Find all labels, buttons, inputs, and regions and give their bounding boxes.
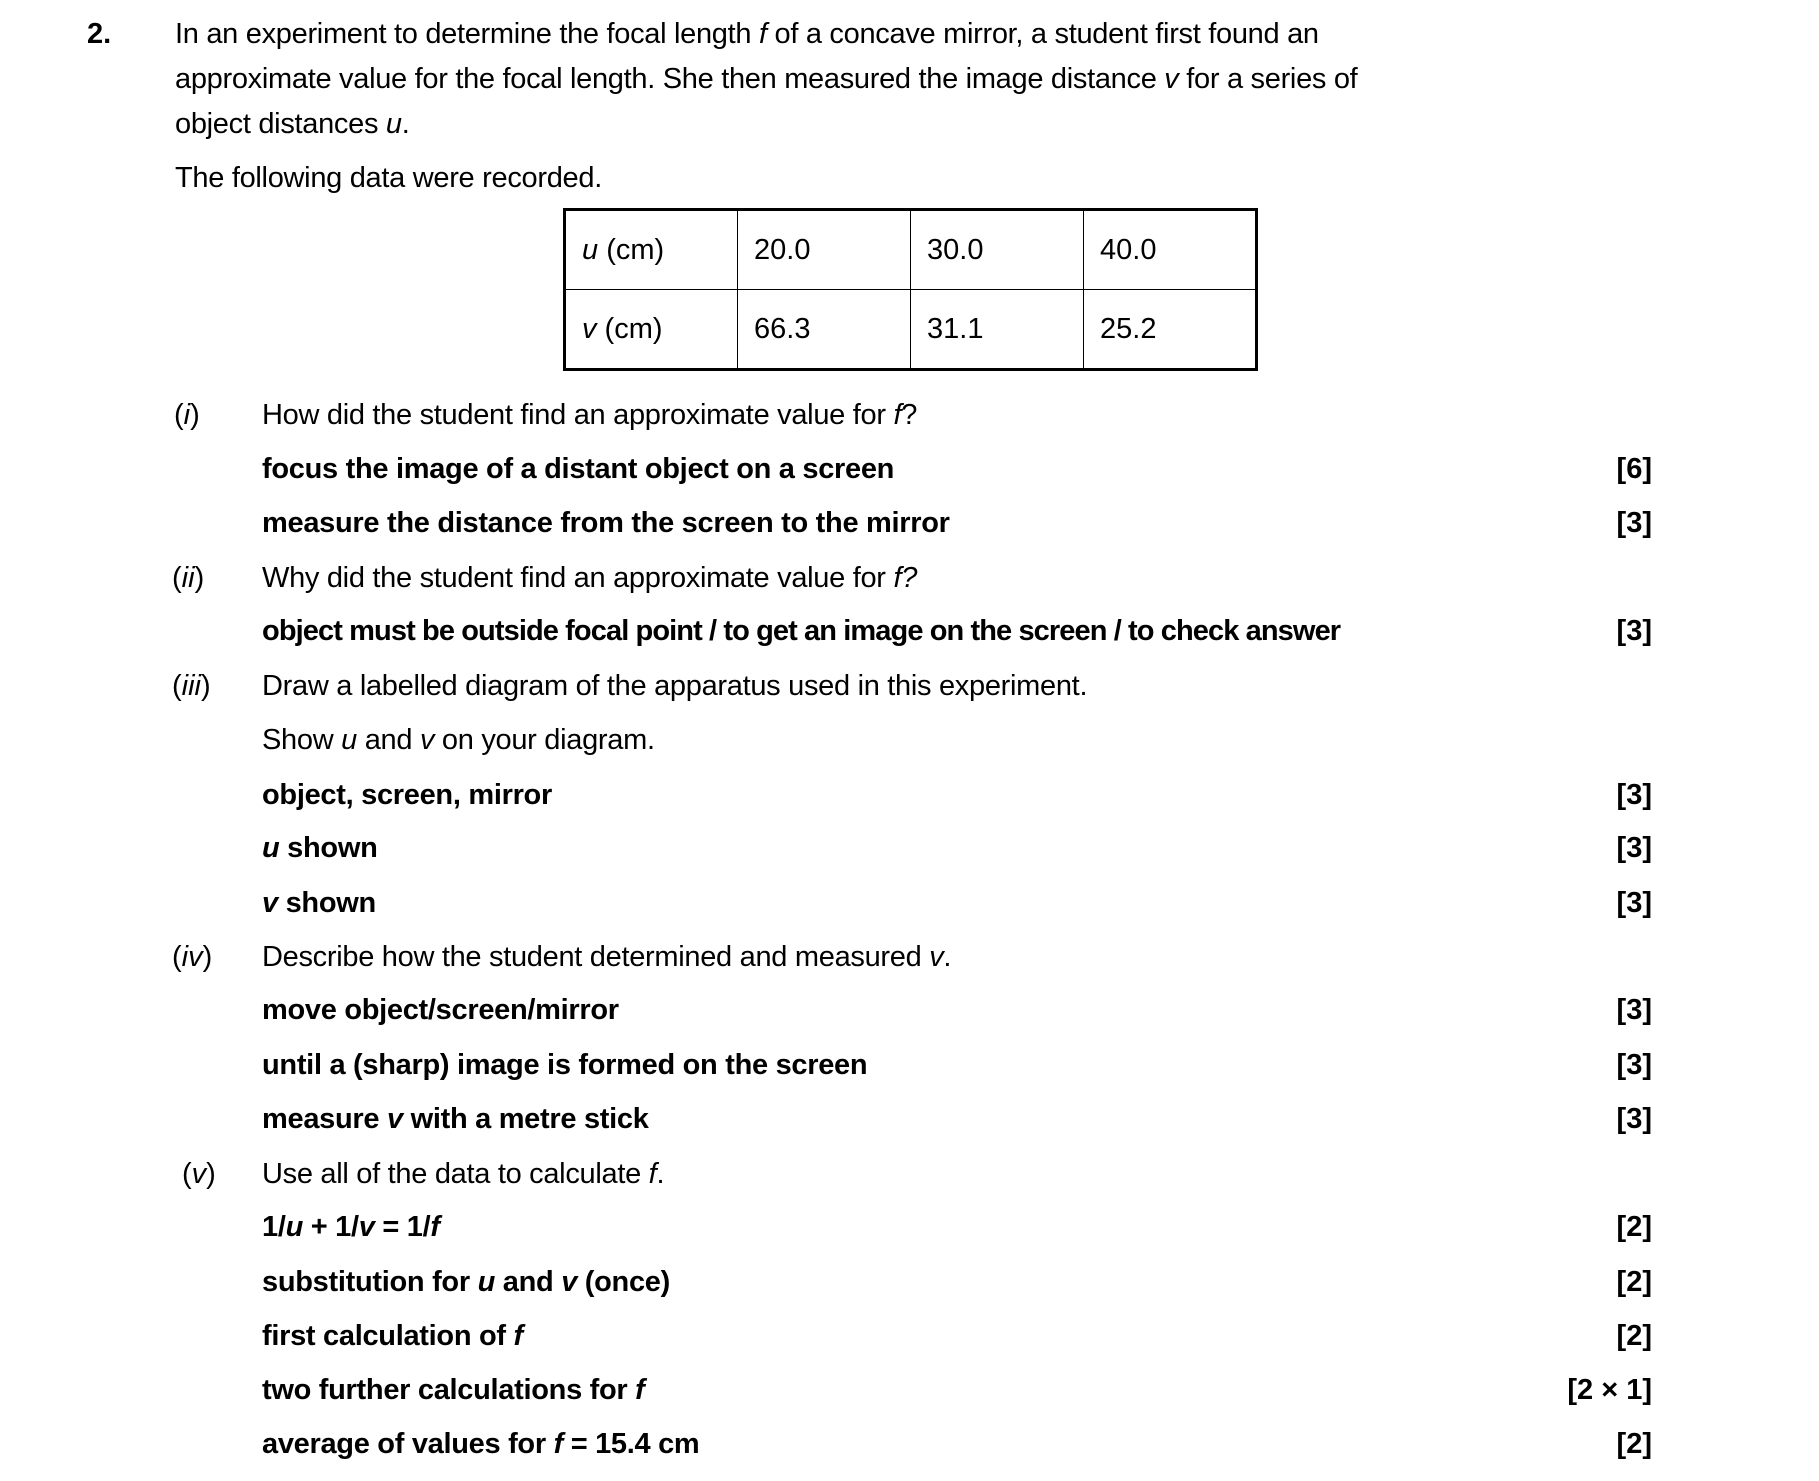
table-cell: 40.0 [1084, 210, 1257, 290]
answer-iii-2: u shown [262, 832, 378, 864]
mark-iv-1: [3] [1616, 994, 1652, 1026]
table-cell: 31.1 [911, 290, 1084, 370]
answer-v-2: substitution for u and v (once) [262, 1266, 670, 1298]
prompt-ii: Why did the student find an approximate value for f? [262, 562, 918, 594]
mark-iv-3: [3] [1616, 1103, 1652, 1135]
part-label-i: (i) [174, 399, 200, 431]
answer-v-5: average of values for f = 15.4 cm [262, 1428, 700, 1460]
table-row-v [565, 290, 1257, 370]
mark-iii-1: [3] [1616, 779, 1652, 811]
mark-v-4: [2 × 1] [1567, 1374, 1652, 1406]
mark-iii-3: [3] [1616, 887, 1652, 919]
intro-line-1: In an experiment to determine the focal length f of a concave mirror, a student first found an [175, 18, 1319, 50]
table-cell: 25.2 [1084, 290, 1257, 370]
prompt-i: How did the student find an approximate value for f? [262, 399, 918, 431]
intro-line-3: object distances u. [175, 108, 410, 140]
intro-line-2: approximate value for the focal length. She then measured the image distance v for a series of [175, 63, 1358, 95]
table-cell: 20.0 [738, 210, 911, 290]
answer-iv-2: until a (sharp) image is formed on the screen [262, 1049, 868, 1081]
mark-ii-1: [3] [1616, 615, 1652, 647]
row-header-u: u (cm) [565, 210, 738, 290]
mark-v-5: [2] [1616, 1428, 1652, 1460]
table-cell: 30.0 [911, 210, 1084, 290]
prompt-iv: Describe how the student determined and measured v. [262, 941, 952, 973]
prompt-iii-2: Show u and v on your diagram. [262, 724, 655, 756]
mark-i-1: [6] [1616, 453, 1652, 485]
question-number: 2. [87, 18, 112, 50]
answer-iv-3: measure v with a metre stick [262, 1103, 649, 1135]
mark-i-2: [3] [1616, 507, 1652, 539]
answer-iii-1: object, screen, mirror [262, 779, 552, 811]
answer-v-1: 1/u + 1/v = 1/f [262, 1211, 440, 1243]
answer-v-4: two further calculations for f [262, 1374, 645, 1406]
data-intro: The following data were recorded. [175, 162, 602, 194]
mark-v-3: [2] [1616, 1320, 1652, 1352]
answer-iii-3: v shown [262, 887, 376, 919]
prompt-iii-1: Draw a labelled diagram of the apparatus used in this experiment. [262, 670, 1088, 702]
answer-i-2: measure the distance from the screen to the mirror [262, 507, 950, 539]
part-label-ii: (ii) [172, 562, 205, 594]
table-cell: 66.3 [738, 290, 911, 370]
mark-v-2: [2] [1616, 1266, 1652, 1298]
row-header-v: v (cm) [565, 290, 738, 370]
answer-ii-1: object must be outside focal point / to get an image on the screen / to check answer [262, 615, 1341, 647]
data-table [563, 208, 1258, 371]
answer-v-3: first calculation of f [262, 1320, 523, 1352]
mark-iv-2: [3] [1616, 1049, 1652, 1081]
part-label-v: (v) [182, 1158, 216, 1190]
prompt-v: Use all of the data to calculate f. [262, 1158, 665, 1190]
answer-iv-1: move object/screen/mirror [262, 994, 619, 1026]
mark-v-1: [2] [1616, 1211, 1652, 1243]
table-row-u [565, 210, 1257, 290]
part-label-iv: (iv) [172, 941, 213, 973]
answer-i-1: focus the image of a distant object on a screen [262, 453, 895, 485]
part-label-iii: (iii) [172, 670, 211, 702]
mark-iii-2: [3] [1616, 832, 1652, 864]
